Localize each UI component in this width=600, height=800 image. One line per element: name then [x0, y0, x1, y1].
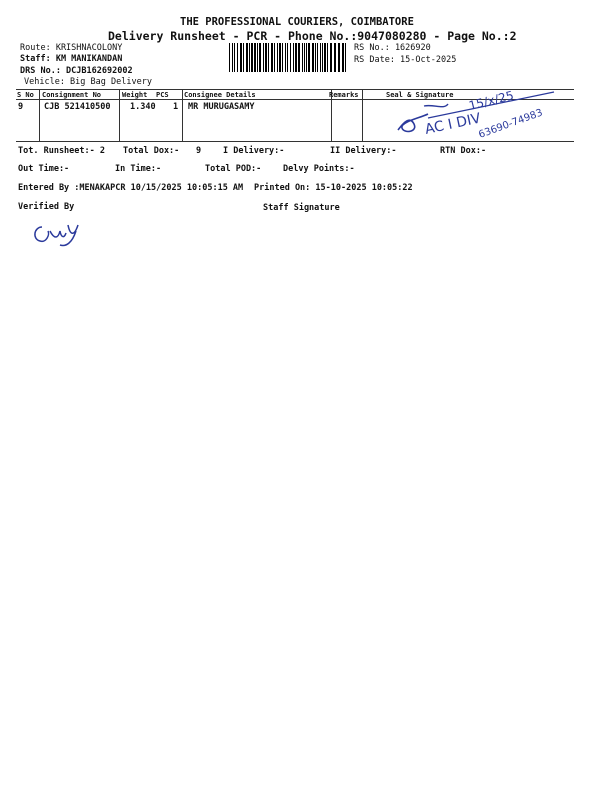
handwritten-signature — [384, 84, 568, 146]
header-consignment: Consignment No — [42, 91, 102, 99]
out-time: Out Time:- — [18, 164, 70, 174]
barcode-bar — [308, 43, 310, 72]
rs-date: RS Date: 15-Oct-2025 — [354, 55, 457, 65]
barcode-bar — [334, 43, 336, 72]
barcode-bar — [265, 43, 267, 72]
total-pod: Total POD:- — [205, 164, 262, 174]
barcode-bar — [315, 43, 316, 72]
header-pcs: PCS — [156, 91, 169, 99]
barcode-bar — [330, 43, 332, 72]
barcode-bar — [249, 43, 250, 72]
col-divider — [362, 89, 363, 142]
total-dox-label: Total Dox:- — [123, 146, 180, 156]
barcode-bar — [271, 43, 273, 72]
company-title: THE PROFESSIONAL COURIERS, COIMBATORE — [180, 16, 414, 28]
row-weight: 1.340 — [130, 102, 156, 112]
barcode-bar — [263, 43, 264, 72]
col-divider — [39, 89, 40, 142]
barcode-bar — [302, 43, 303, 72]
barcode-bar — [274, 43, 275, 72]
seal-text-2: AC I DIV — [423, 110, 483, 138]
i-delivery: I Delivery:- — [223, 146, 285, 156]
barcode-bar — [285, 43, 286, 72]
drs-number: DRS No.: DCJB162692002 — [20, 66, 133, 76]
barcode-bar — [312, 43, 314, 72]
barcode-bar — [287, 43, 288, 72]
vehicle-label: Vehicle: Big Bag Delivery — [24, 77, 152, 87]
header-weight: Weight — [122, 91, 148, 99]
barcode-bar — [240, 43, 242, 72]
barcode-bar — [257, 43, 258, 72]
ii-delivery: II Delivery:- — [330, 146, 397, 156]
barcode-bar — [290, 43, 291, 72]
barcode-bar — [322, 43, 323, 72]
row-consignee: MR MURUGASAMY — [188, 102, 255, 112]
barcode-bar — [246, 43, 248, 72]
printed-on: Printed On: 15-10-2025 10:05:22 — [254, 183, 413, 193]
barcode-bar — [268, 43, 269, 72]
row-sno: 9 — [18, 102, 24, 112]
verified-by-label: Verified By — [18, 202, 75, 212]
barcode-bar — [279, 43, 281, 72]
barcode-bar — [251, 43, 253, 72]
seal-text-1: 15/x/25 — [467, 88, 516, 113]
barcode-bar — [259, 43, 261, 72]
header-consignee: Consignee Details — [184, 91, 256, 99]
barcode-bar — [237, 43, 238, 72]
rs-number: RS No.: 1626920 — [354, 43, 431, 53]
barcode-bar — [345, 43, 346, 72]
barcode-bar — [254, 43, 256, 72]
barcode-bar — [306, 43, 307, 72]
col-divider — [182, 89, 183, 142]
barcode-bar — [295, 43, 297, 72]
barcode-bar — [234, 43, 235, 72]
barcode-bar — [298, 43, 300, 72]
route-label: Route: KRISHNACOLONY — [20, 43, 123, 53]
header-remarks: Remarks — [329, 91, 359, 99]
entered-by: Entered By :MENAKAPCR 10/15/2025 10:05:15 AM — [18, 183, 244, 193]
col-divider — [119, 89, 120, 142]
staff-signature-label: Staff Signature — [263, 203, 340, 213]
barcode-bar — [282, 43, 283, 72]
barcode-bar — [338, 43, 340, 72]
barcode-bar — [304, 43, 305, 72]
barcode-bar — [243, 43, 244, 72]
barcode-bar — [324, 43, 326, 72]
barcode-bar — [320, 43, 321, 72]
runsheet-subtitle: Delivery Runsheet - PCR - Phone No.:9047080280 - Page No.:2 — [108, 29, 517, 43]
row-pcs: 1 — [173, 102, 179, 112]
staff-label: Staff: KM MANIKANDAN — [20, 54, 123, 64]
barcode-bar — [229, 43, 230, 72]
barcode-bar — [342, 43, 344, 72]
barcode — [229, 43, 349, 72]
barcode-bar — [327, 43, 328, 72]
tot-runsheet: Tot. Runsheet:- 2 — [18, 146, 105, 156]
barcode-bar — [293, 43, 294, 72]
verified-initials-signature — [28, 217, 88, 249]
row-consignment: CJB 521410500 — [44, 102, 111, 112]
barcode-bar — [232, 43, 233, 72]
in-time: In Time:- — [115, 164, 162, 174]
total-dox-value: 9 — [196, 146, 202, 156]
delvy-points: Delvy Points:- — [283, 164, 355, 174]
seal-text-3: 63690-74983 — [477, 107, 545, 141]
header-sno: S No — [17, 91, 34, 99]
barcode-bar — [317, 43, 318, 72]
rtn-dox: RTN Dox:- — [440, 146, 487, 156]
barcode-bar — [277, 43, 278, 72]
header-seal: Seal & Signature — [386, 91, 454, 99]
